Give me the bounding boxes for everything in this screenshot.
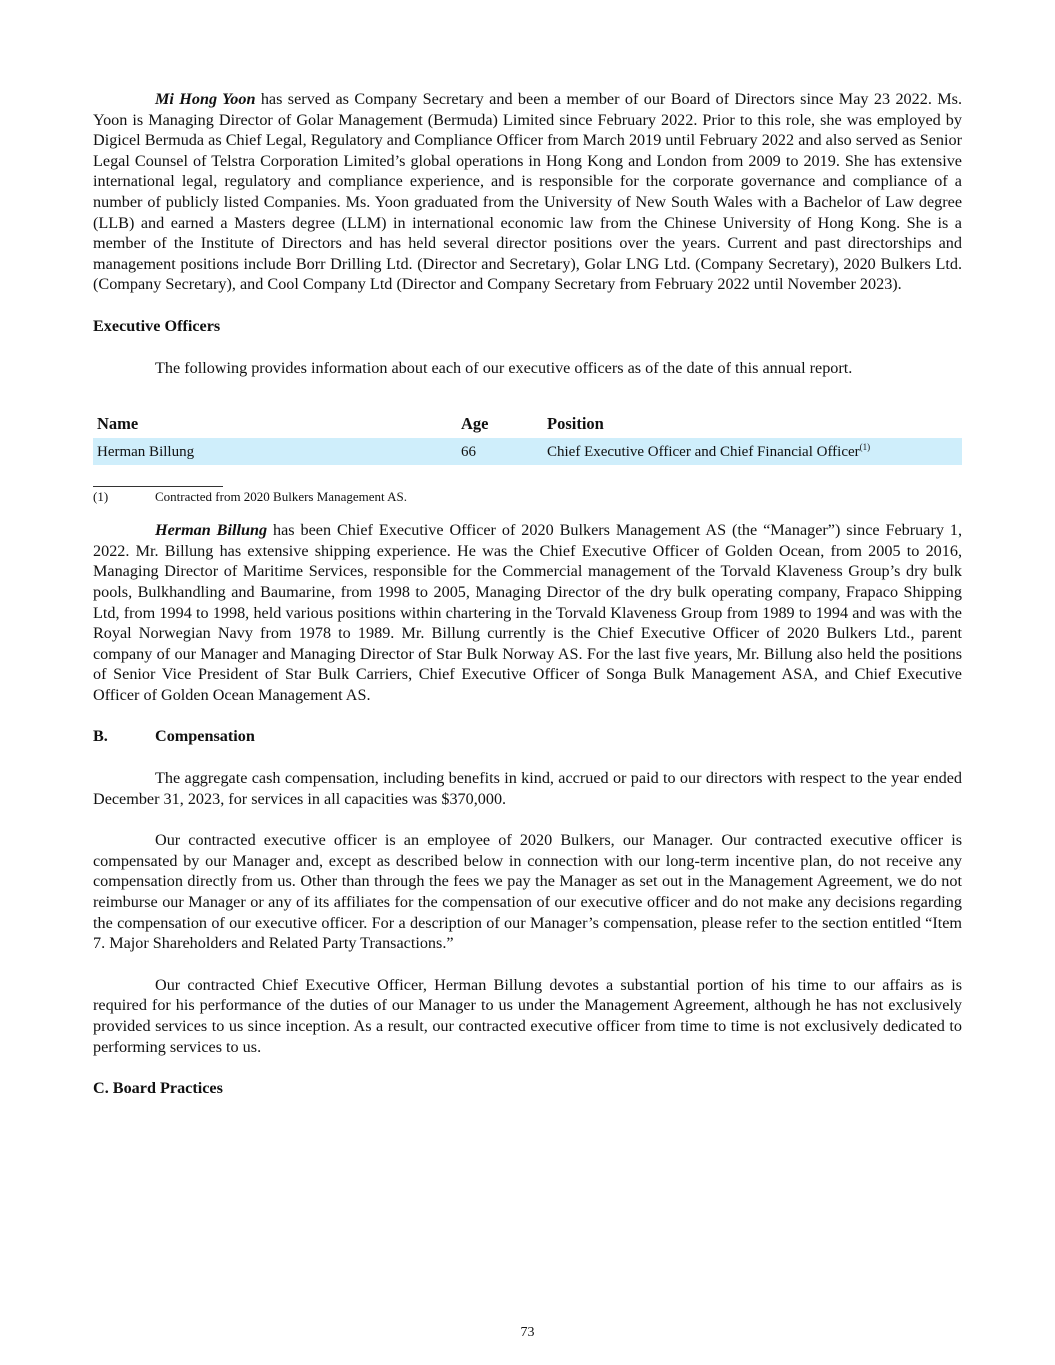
- cell-name: Herman Billung: [93, 438, 457, 465]
- board-practices-heading: C. Board Practices: [93, 1079, 223, 1098]
- table-header-row: [93, 408, 962, 438]
- footnote-ref: (1): [859, 442, 871, 453]
- footnote-mark: (1): [93, 489, 109, 505]
- footnote: [93, 489, 962, 505]
- footnote-divider: [93, 486, 223, 487]
- compensation-letter: B.: [93, 727, 108, 746]
- header-position: Position: [547, 414, 604, 434]
- document-page: [93, 89, 962, 1099]
- page-number: 73: [520, 1325, 535, 1340]
- compensation-paragraph-3: Our contracted Chief Executive Officer, Herman Billung devotes a substantial portion of his time to our affairs as is required for his performance of the duties of our Manager to us under the Management Agreement, although he has not exclusively provided services to us since inception. As a result, our contracted executive officer from time to time is not exclusively dedicated to performing services to us.: [93, 975, 962, 1056]
- executive-officers-table: [93, 408, 962, 465]
- header-age: Age: [461, 414, 489, 434]
- bio-billung-name: Herman Billung: [155, 521, 268, 540]
- compensation-title: Compensation: [155, 727, 255, 746]
- table-row: [93, 438, 962, 465]
- cell-position-text: Chief Executive Officer and Chief Financial Officer: [547, 444, 860, 461]
- cell-position: [543, 438, 962, 465]
- bio-yoon-name: Mi Hong Yoon: [155, 90, 256, 108]
- compensation-paragraph-2: Our contracted executive officer is an employee of 2020 Bulkers, our Manager. Our contracted executive officer is compensated by our Manager and, except as described below in connection with our long-term incentive plan, do not receive any compensation directly from us. Other than through the fees we pay the Manager as set out in the Management Agreement, we do not reimburse our Manager or any of its affiliates for the compensation of our executive officer and do not make any decisions regarding the compensation of our executive officer. For a description of our Manager’s compensation, please refer to the section entitled “Item 7. Major Shareholders and Related Party Transactions.”: [93, 831, 962, 953]
- compensation-heading: [93, 726, 962, 747]
- header-name: Name: [97, 414, 139, 434]
- bio-billung-text: has been Chief Executive Officer of 2020 Bulkers Management AS (the “Manager”) since February 1, 2022. Mr. Billung has extensive shipping experience. He was the Chief Executive Officer of Golden Ocean, from 2005 to 2016, Managing Director of Maritime Services, responsible for the Commercial management of the Torvald Klaveness Group’s dry bulk pools, Bulkhandling and Baumarine, from 1998 to 2005, Managing Director of the dry bulk operating company, Frapaco Shipping Ltd, from 1994 to 1998, held various positions within chartering in the Torvald Klaveness Group from 1989 to 1994 and was with the Royal Norwegian Navy from 1978 to 1989. Mr. Billung currently is the Chief Executive Officer of 2020 Bulkers Ltd., parent company of our Manager and Managing Director of Star Bulk Norway AS. For the last five years, Mr. Billung also held the positions of Senior Vice President of Star Bulk Carriers, Chief Executive Officer of Songa Bulk Management ASA, and Chief Executive Officer of Golden Ocean Management AS.: [93, 521, 962, 704]
- cell-age: 66: [457, 438, 543, 465]
- bio-billung-paragraph: [93, 520, 962, 705]
- footnote-text: Contracted from 2020 Bulkers Management AS.: [155, 489, 408, 505]
- bio-yoon-text: has served as Company Secretary and been a member of our Board of Directors since May 23 2022. Ms. Yoon is Managing Director of Golar Management (Bermuda) Limited since February 2022. Prior to this role, she was employed by Digicel Bermuda as Chief Legal, Regulatory and Compliance Officer from March 2019 until February 2022 and also served as Senior Legal Counsel of Telstra Corporation Limited’s global operations in Hong Kong and London from 2009 to 2019. She has extensive international legal, regulatory and compliance experience, and is responsible for the corporate governance and compliance of a number of publicly listed Companies. Ms. Yoon graduated from the University of New South Wales with a Bachelor of Law degree (LLB) and earned a Masters degree (LLM) in international economic law from the Chinese University of Hong Kong. She is a member of the Institute of Directors and has held several director positions over the years. Current and past directorships and management positions include Borr Drilling Ltd. (Director and Secretary), Golar LNG Ltd. (Company Secretary), 2020 Bulkers Ltd. (Company Secretary), and Cool Company Ltd (Director and Company Secretary from February 2022 until November 2023).: [93, 90, 962, 294]
- compensation-paragraph-1: The aggregate cash compensation, including benefits in kind, accrued or paid to our directors with respect to the year ended December 31, 2023, for services in all capacities was $370,000.: [93, 769, 962, 808]
- executive-officers-intro: The following provides information about each of our executive officers as of the date of this annual report.: [155, 358, 853, 377]
- executive-officers-heading: Executive Officers: [93, 316, 221, 335]
- bio-yoon-paragraph: [93, 89, 962, 295]
